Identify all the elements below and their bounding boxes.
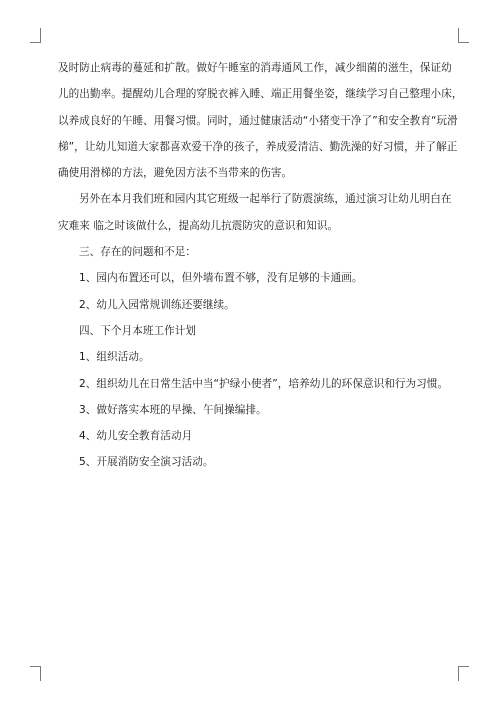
crop-mark-top-left [30,28,41,43]
paragraph-line: 另外在本月我们班和园内其它班级一起举行了防震演练，通过演习让幼儿明白在 [79,193,452,206]
section-heading: 四、下个月本班工作计划 [79,324,197,337]
section-heading: 三、存在的问题和不足： [79,246,197,259]
paragraph-line: 及时防止病毒的蔓延和扩散。做好午睡室的消毒通风工作，减少细菌的滋生，保证幼 [58,62,452,74]
section-next-month-plan [58,324,449,469]
paragraph-line: 灾难来 临之时该做什么，提高幼儿抗震防灾的意识和知识。 [58,219,339,232]
crop-mark-bottom-right [458,666,469,681]
paragraph-line: 梯”，让幼儿知道大家都喜欢爱干净的孩子，养成爱清洁、勤洗澡的好习惯，并了解正 [58,140,458,153]
paragraph-line: 儿的出勤率。提醒幼儿合理的穿脱衣裤入睡、端正用餐坐姿，继续学习自己整理小床， [58,88,463,101]
paragraph-line: 以养成良好的午睡、用餐习惯。同时，通过健康活动“小猪变干净了”和安全教育“玩滑 [58,114,458,127]
list-item: 1、组织活动。 [79,351,150,364]
document-body [58,62,463,483]
list-item: 5、开展消防安全演习活动。 [79,456,214,469]
list-item: 2、组织幼儿在日常生活中当“护绿小使者”，培养幼儿的环保意识和行为习惯。 [79,377,449,390]
crop-mark-top-right [458,28,469,43]
paragraph-hygiene [58,62,463,180]
list-item: 1、园内布置还可以，但外墙布置不够，没有足够的卡通画。 [79,272,363,285]
crop-mark-bottom-left [30,666,41,681]
list-item: 4、幼儿安全教育活动月 [79,430,193,443]
list-item: 2、幼儿入园常规训练还要继续。 [79,298,235,311]
paragraph-line: 确使用滑梯的方法，避免因方法不当带来的伤害。 [58,167,293,180]
section-problems [58,246,444,311]
paragraph-earthquake-drill [58,193,452,232]
list-item: 3、做好落实本班的早操、午间操编排。 [79,403,267,416]
